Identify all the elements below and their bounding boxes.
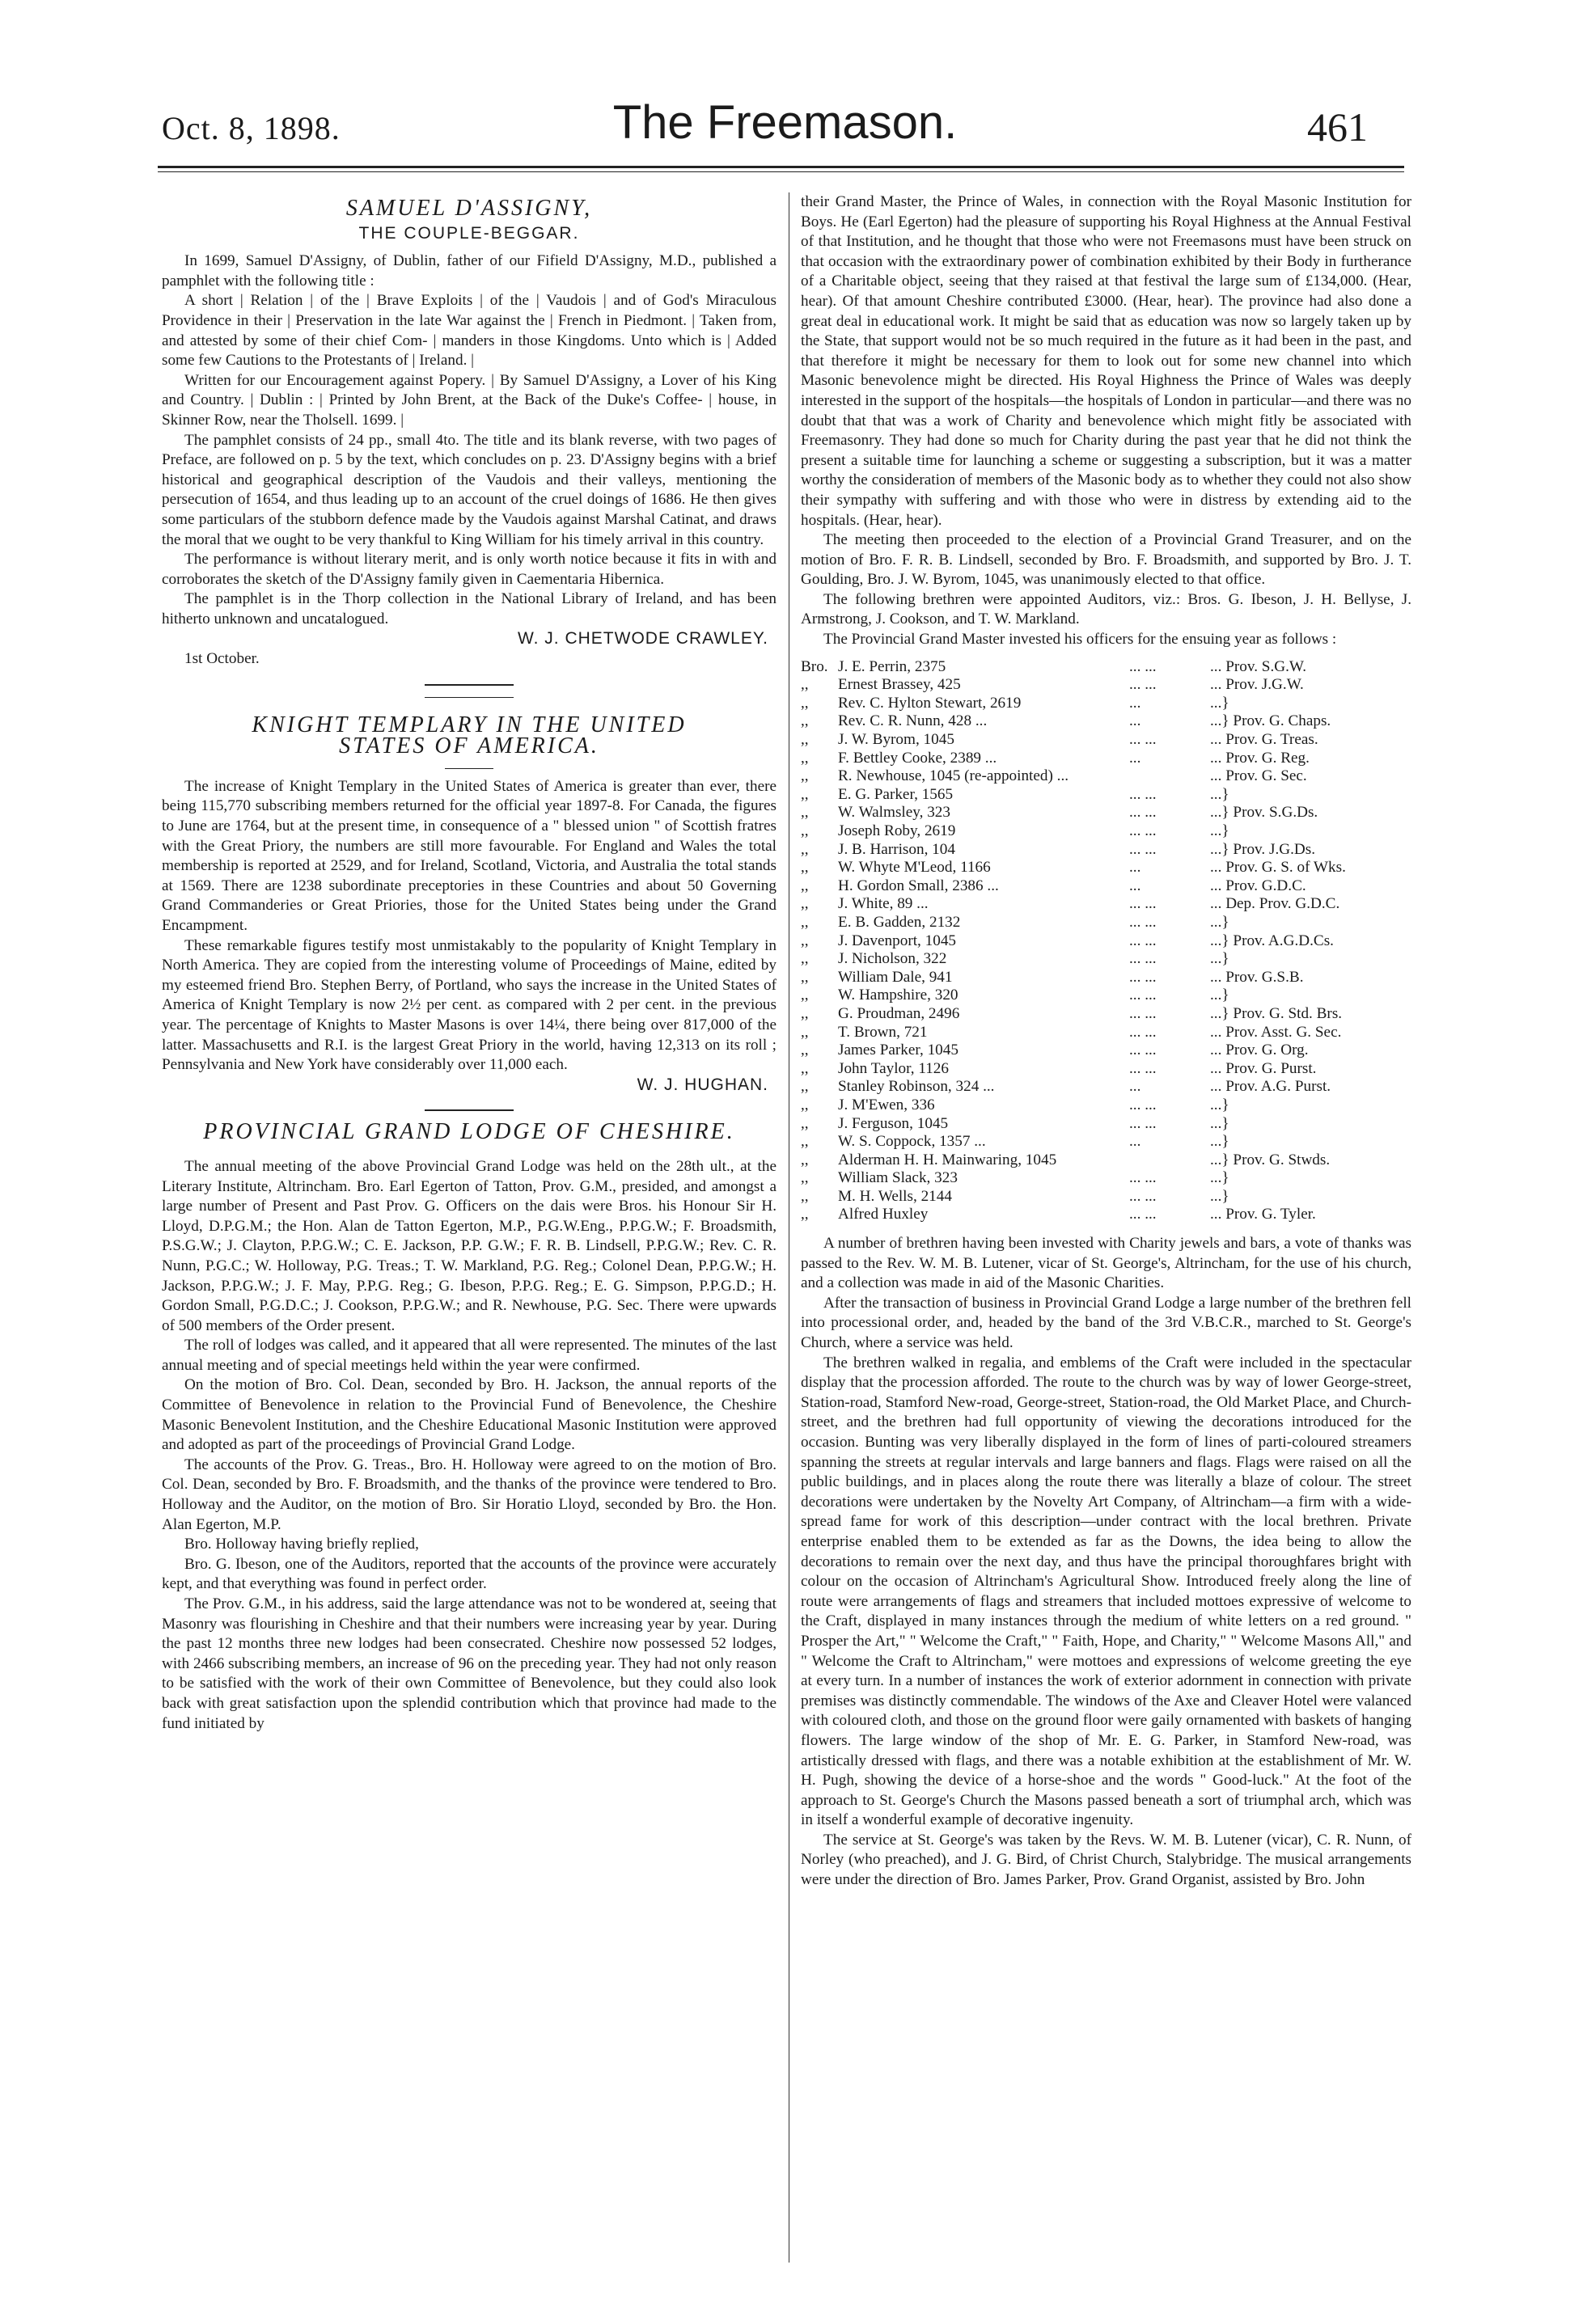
paragraph: their Grand Master, the Prince of Wales, in connection with the Royal Masonic Institution for Boys. He (Earl Egerton) had the pleasure of supporting his Royal Highness at the Annual Festival of that Institution, and he thought that those who were not Freemasons must have been struck on that occasion with the extraordinary power of combination exhibited by their Body in furtherance of a Charitable object, seeing that they raised at that festival the large sum of £134,000. (Hear, hear). Of that amount Cheshire contributed £3000. (Hear, hear). The province had also done a great deal in educational work. It might be said that as education was now so largely taken up by the State, that support would not be so much required in the future as it had been in the past, and that therefore it might be necessary for them to look out for some new channel into which Masonic benevolence might be directed. His Royal Highness the Prince of Wales was deeply interested in the support of the hospitals—the hospitals of London in particular—and there was no doubt that that was a work of Charity and benevolence which might fitly be associated with Freemasonry. They had done so much for Charity during the past year that he did not think the present a suitable time for launching a scheme or suggesting a subscription, but it was a matter worthy the consideration of members of the Masonic body as to whether they could not also show their sympathy with suffering and with those who were in distress by extending aid to the hospitals. (Hear, hear).	[801, 193, 1411, 529]
officer-row	[801, 987, 1411, 1005]
officer-dots: ...	[1129, 1133, 1141, 1151]
officer-row	[801, 841, 1411, 860]
officer-name: William Dale, 941	[838, 968, 953, 986]
officer-name: G. Proudman, 2496	[838, 1004, 960, 1022]
officer-prefix: ,,	[801, 840, 809, 858]
officer-rank: ... Prov. S.G.W.	[1210, 657, 1307, 675]
officer-rank: ...} Prov. A.G.D.Cs.	[1210, 932, 1334, 949]
masthead	[0, 0, 1570, 186]
officer-prefix: ,,	[801, 1133, 809, 1151]
officer-name: Rev. C. R. Nunn, 428 ...	[838, 712, 988, 730]
officer-name: J. M'Ewen, 336	[838, 1096, 935, 1113]
article-subtitle: THE COUPLE-BEGGAR.	[358, 223, 580, 243]
officer-name: W. Hampshire, 320	[838, 987, 959, 1004]
officer-rank: ...}	[1210, 950, 1229, 968]
officer-name: M. H. Wells, 2144	[838, 1187, 952, 1205]
masthead-rule	[158, 166, 1404, 168]
paragraph: Written for our Encouragement against Popery. | By Samuel D'Assigny, a Lover of his King and Country. | Dublin : | Printed by John Brent, at the Back of the Duke's Coffee- | house, in Skinner Row, near the Tholsell. 1699. |	[162, 371, 777, 429]
officer-row	[801, 1169, 1411, 1188]
officer-dots: ... ...	[1129, 987, 1157, 1004]
officer-row	[801, 877, 1411, 896]
officer-rank: ...} Prov. S.G.Ds.	[1210, 804, 1318, 822]
officer-prefix: ,,	[801, 877, 809, 894]
officer-rank: ...} Prov. G. Std. Brs.	[1210, 1004, 1343, 1022]
officer-name: J. Ferguson, 1045	[838, 1114, 949, 1132]
article-title: KNIGHT TEMPLARY IN THE UNITED	[252, 712, 687, 737]
dateline: 1st October.	[184, 650, 260, 668]
officer-dots: ... ...	[1129, 785, 1157, 803]
officer-rank: ... Prov. G.D.C.	[1210, 877, 1306, 894]
paragraph: The pamphlet is in the Thorp collection in the National Library of Ireland, and has been hitherto unknown and uncatalogued.	[162, 590, 777, 627]
officer-prefix: ,,	[801, 1114, 809, 1132]
officer-rank: ... Prov. G.S.B.	[1210, 968, 1304, 986]
officer-rank: ...}	[1210, 1169, 1229, 1187]
officer-name: James Parker, 1045	[838, 1042, 959, 1059]
officer-name: R. Newhouse, 1045 (re-appointed) ...	[838, 767, 1069, 785]
officer-row	[801, 1042, 1411, 1060]
article-title: SAMUEL D'ASSIGNY,	[345, 196, 593, 221]
officer-name: H. Gordon Small, 2386 ...	[838, 877, 999, 894]
officer-rank: ...}	[1210, 822, 1229, 839]
article-dassigny	[162, 196, 777, 670]
officer-rank: ... Prov. J.G.W.	[1210, 676, 1304, 694]
right-column	[801, 192, 1411, 1891]
officer-rank: ... Prov. G. S. of Wks.	[1210, 859, 1346, 877]
officer-prefix: ,,	[801, 1059, 809, 1077]
author-signature: W. J. HUGHAN.	[637, 1075, 768, 1094]
officer-prefix: ,,	[801, 1206, 809, 1223]
officer-prefix: ,,	[801, 968, 809, 986]
officer-rank: ... Dep. Prov. G.D.C.	[1210, 895, 1340, 913]
newspaper-title: The Freemason.	[612, 96, 958, 149]
officer-row	[801, 695, 1411, 713]
officer-dots: ... ...	[1129, 840, 1157, 858]
paragraph: After the transaction of business in Provincial Grand Lodge a large number of the brethren fell into processional order, and, headed by the band of the 3rd V.B.C.R., marched to St. George's Church, where a service was held.	[801, 1294, 1411, 1352]
officer-name: J. E. Perrin, 2375	[838, 657, 946, 675]
officer-row	[801, 1133, 1411, 1151]
officer-rank: ...}	[1210, 1096, 1229, 1113]
officer-dots: ...	[1129, 859, 1141, 877]
paragraph: The increase of Knight Templary in the United States of America is greater than ever, there being 115,770 subscribing members returned for the official year 1897-8. For Canada, the figures to June are 1764, but at the present time, in consequence of a " blessed union " of Scottish fratres with the Great Priory, the numbers are still more favourable. For England and Wales the total membership is reported at 2529, and for Ireland, Scotland, Victoria, and Australia the total stands at 1569. There are 1238 subordinate preceptories in these Countries and about 50 Governing Grand Commanderies or Great Priories, those for the United States being under the Grand Encampment.	[162, 777, 777, 934]
paragraph: The accounts of the Prov. G. Treas., Bro. H. Holloway were agreed to on the motion of Bro. Col. Dean, seconded by Bro. F. Broadsmith, and the thanks of the province were tendered to Bro. Holloway and the Auditor, on the motion of Bro. Sir Horatio Lloyd, seconded by Bro. the Hon. Alan Egerton, M.P.	[162, 1456, 777, 1533]
paragraph: The roll of lodges was called, and it appeared that all were represented. The minutes of the last annual meeting and of special meetings held within the year were confirmed.	[162, 1337, 777, 1374]
paragraph: These remarkable figures testify most unmistakably to the popularity of Knight Templary in North America. They are copied from the interesting volume of Proceedings of Maine, edited by my esteemed friend Bro. Stephen Berry, of Portland, who says the increase in the United States of America of Knight Templary is now 2½ per cent. as compared with 2 per cent. in the previous year. The percentage of Knights to Master Masons is over 14¼, there being over 817,000 of the latter. Massachusetts and R.I. is the largest Great Priory in the world, having 12,313 on its roll ; Pennsylvania and New York have considerably over 11,000 each.	[162, 936, 777, 1074]
officer-dots: ...	[1129, 877, 1141, 894]
paragraph: The service at St. George's was taken by the Revs. W. M. B. Lutener (vicar), C. R. Nunn, of Norley (who preached), and J. G. Bird, of Christ Church, Stalybridge. The musical arrangements were under the direction of Bro. James Parker, Prov. Grand Organist, assisted by Bro. John	[801, 1831, 1411, 1889]
officer-dots: ... ...	[1129, 1004, 1157, 1022]
officer-dots	[1129, 767, 1210, 786]
officer-dots: ... ...	[1129, 657, 1157, 675]
officer-row	[801, 1060, 1411, 1079]
officer-dots: ... ...	[1129, 804, 1157, 822]
officer-row	[801, 1188, 1411, 1206]
officer-row	[801, 914, 1411, 932]
officer-prefix: ,,	[801, 785, 809, 803]
article-knight-templary	[162, 712, 777, 1096]
officer-rank: ... Prov. Asst. G. Sec.	[1210, 1023, 1342, 1041]
masthead-rule-thin	[158, 171, 1404, 172]
officer-prefix: ,,	[801, 1151, 809, 1168]
article-cheshire	[162, 1119, 777, 1734]
title-rule	[445, 768, 493, 769]
officer-dots: ... ...	[1129, 913, 1157, 931]
paragraph: The Provincial Grand Master invested his officers for the ensuing year as follows :	[823, 631, 1337, 649]
left-column	[162, 192, 777, 1734]
officer-prefix: ,,	[801, 822, 809, 839]
officer-row	[801, 1151, 1411, 1170]
officer-row	[801, 895, 1411, 914]
officer-rank: ...}	[1210, 1114, 1229, 1132]
officer-dots: ... ...	[1129, 1042, 1157, 1059]
officer-row	[801, 1115, 1411, 1134]
officer-rank: ...} Prov. G. Chaps.	[1210, 712, 1331, 730]
officer-prefix: ,,	[801, 804, 809, 822]
officer-row	[801, 822, 1411, 841]
paragraph: On the motion of Bro. Col. Dean, seconded by Bro. H. Jackson, the annual reports of the Committee of Benevolence in relation to the Provincial Fund of Benevolence, the Cheshire Masonic Benevolent Institution, and the Cheshire Educational Masonic Institution were approved and adopted as part of the proceedings of Provincial Grand Lodge.	[162, 1376, 777, 1454]
officer-rank: ... Prov. G. Sec.	[1210, 767, 1307, 785]
officer-prefix: ,,	[801, 1169, 809, 1187]
officer-name: Ernest Brassey, 425	[838, 676, 961, 694]
officer-name: E. G. Parker, 1565	[838, 785, 954, 803]
officer-rank: ... Prov. G. Reg.	[1210, 749, 1310, 767]
officer-row	[801, 750, 1411, 768]
officer-row	[801, 786, 1411, 805]
officer-rank: ...} Prov. J.G.Ds.	[1210, 840, 1316, 858]
officer-name: J. B. Harrison, 104	[838, 840, 955, 858]
officer-prefix: ,,	[801, 1187, 809, 1205]
author-signature: W. J. CHETWODE CRAWLEY.	[517, 629, 768, 649]
officer-dots: ... ...	[1129, 1114, 1157, 1132]
officer-dots: ...	[1129, 712, 1141, 730]
officer-dots: ... ...	[1129, 1096, 1157, 1113]
officer-dots: ...	[1129, 694, 1141, 712]
officer-row	[801, 969, 1411, 987]
officer-rank: ...}	[1210, 913, 1229, 931]
officer-row	[801, 712, 1411, 731]
officer-prefix: ,,	[801, 950, 809, 968]
officer-dots: ... ...	[1129, 822, 1157, 839]
officer-dots: ... ...	[1129, 895, 1157, 913]
paragraph: The following brethren were appointed Auditors, viz.: Bros. G. Ibeson, J. H. Bellyse, J. Armstrong, J. Cookson, and T. W. Markland.	[801, 590, 1411, 628]
officer-prefix: ,,	[801, 932, 809, 949]
officer-prefix: ,,	[801, 859, 809, 877]
officer-row	[801, 676, 1411, 695]
officer-name: W. Walmsley, 323	[838, 804, 950, 822]
officer-prefix: ,,	[801, 749, 809, 767]
officer-rank: ... Prov. A.G. Purst.	[1210, 1078, 1331, 1096]
article-title: PROVINCIAL GRAND LODGE OF CHESHIRE.	[203, 1119, 735, 1145]
officer-name: W. Whyte M'Leod, 1166	[838, 859, 991, 877]
officer-row	[801, 950, 1411, 969]
officer-rank: ...} Prov. G. Stwds.	[1210, 1151, 1331, 1168]
officer-prefix: ,,	[801, 1096, 809, 1113]
officer-prefix: ,,	[801, 1004, 809, 1022]
paragraph: The brethren walked in regalia, and emblems of the Craft were included in the spectacular display that the procession afforded. The route to the church was by way of lower George-street, Station-road, Stamford New-road, George-street, Station-road, the Old Market Place, and Church-street, and the brethren had full opportunity of viewing the decorations introduced for the occasion. Bunting was very liberally displayed in the form of lines of parti-coloured streamers spanning the streets at regular intervals and large banners and flags. Flags were raised on all the public buildings, and in places along the route there was literally a blaze of colour. The street decorations were undertaken by the Novelty Art Company, of Altrincham—a firm with a wide-spread fame for work of this description—under contract with the local brethren. Private enterprise enabled them to be extended as far as the Downs, the idea being to allow the decorations to remain over the next day, and thus have the principal thoroughfares bright with colour on the occasion of Altrincham's Agricultural Show. Introduced freely along the line of route were arrangements of flags and streamers that included mottoes expressive of welcome to the Craft, displayed in many instances through the medium of white letters on a red ground. " Prosper the Art," " Welcome the Craft," " Faith, Hope, and Charity," " Welcome Masons All," and " Welcome the Craft to Altrincham," were mottoes and expressions of welcome greeting the eye at every turn. In a number of instances the work of exterior adornment in connection with private premises was distinctly commendable. The windows of the Axe and Cleaver Hotel were valanced with coloured cloth, and those on the ground floor were gaily ornamented with baskets of hanging flowers. The large window of the shop of Mr. E. G. Parker, in Stamford New-road, was artistically dressed with flags, and there was a notable exhibition at the establishment of Mr. W. H. Pugh, showing the device of a horse-shoe and the words " Good-luck." At the foot of the approach to St. George's Church the Masons passed beneath a sort of triumphal arch, which was in itself a wonderful example of decorative ingenuity.	[801, 1354, 1411, 1829]
paragraph: The annual meeting of the above Provincial Grand Lodge was held on the 28th ult., at the Literary Institute, Altrincham. Bro. Earl Egerton of Tatton, Prov. G.M., presided, and amongst a large number of Present and Past Prov. G. Officers on the dais were Bros. his Honour Sir H. Lloyd, D.P.G.M.; the Hon. Alan de Tatton Egerton, M.P., P.G.W.Eng., P.P.G.W.; F. Broadsmith, P.S.G.W.; J. Clayton, P.P.G.W.; C. E. Jackson, P.P. G.W.; F. R. B. Lindsell, P.P.G.W.; Rev. C. R. Nunn, P.G.C.; W. Holloway, P.G. Treas.; T. W. Markland, P.G. Reg.; Colonel Dean, P.P.G.W.; H. Jackson, P.P.G.W.; J. F. May, P.P.G. Reg.; G. Ibeson, P.P.G. Reg.; E. G. Simpson, P.P.G.D.; H. Gordon Small, P.G.D.C.; J. Cookson, P.P.G.W.; and R. Newhouse, P.G. Sec. There were upwards of 500 members of the Order present.	[162, 1157, 777, 1334]
officer-name: Stanley Robinson, 324 ...	[838, 1078, 995, 1096]
officer-row	[801, 1078, 1411, 1097]
officer-dots: ... ...	[1129, 1023, 1157, 1041]
officer-dots	[1129, 1151, 1210, 1170]
officer-dots: ...	[1129, 749, 1141, 767]
officer-dots: ... ...	[1129, 676, 1157, 694]
paragraph: The pamphlet consists of 24 pp., small 4to. The title and its blank reverse, with two pages of Preface, are followed on p. 5 by the text, which concludes on p. 23. D'Assigny begins with a brief historical and geographical description of the Vaudois and their valleys, mentioning the persecution of 1654, and thus leading up to an account of the cruel doings of 1686. He then gives some particulars of the stubborn defence made by the Vaudois against Marshal Catinat, and draws the moral that we ought to be very thankful to King William for his timely arrival in this country.	[162, 431, 777, 548]
officer-name: J. White, 89 ...	[838, 895, 929, 913]
officer-prefix: ,,	[801, 1078, 809, 1096]
officer-name: Joseph Roby, 2619	[838, 822, 956, 839]
officer-row	[801, 767, 1411, 786]
issue-date: Oct. 8, 1898.	[162, 110, 341, 146]
officer-dots: ... ...	[1129, 1206, 1157, 1223]
officer-prefix: ,,	[801, 1023, 809, 1041]
paragraph: In 1699, Samuel D'Assigny, of Dublin, father of our Fifield D'Assigny, M.D., published a pamphlet with the following title :	[162, 252, 777, 289]
officer-prefix: ,,	[801, 987, 809, 1004]
paragraph: A short | Relation | of the | Brave Exploits | of the | Vaudois | and of God's Miraculous Providence in their | Preservation in the late War against the | French in Piedmont. | Taken from, and attested by some of their chief Com- | manders in those Kingdoms. Unto which is | Added some few Cautions to the Protestants of | Ireland. |	[162, 292, 777, 370]
officer-row	[801, 859, 1411, 877]
officer-dots: ... ...	[1129, 731, 1157, 749]
officer-name: W. S. Coppock, 1357 ...	[838, 1133, 986, 1151]
officer-rank: ... Prov. G. Treas.	[1210, 731, 1318, 749]
officer-name: J. Nicholson, 322	[838, 950, 947, 968]
officer-rank: ...}	[1210, 694, 1229, 712]
section-rule-thin	[425, 697, 514, 698]
paragraph: The Prov. G.M., in his address, said the large attendance was not to be wondered at, seeing that Masonry was flourishing in Cheshire and that their numbers were increasing year by year. During the past 12 months three new lodges had been consecrated. Cheshire now possessed 52 lodges, with 2466 subscribing members, an increase of 96 on the preceding year. They had not only reason to be satisfied with the work of their own Committee of Benevolence, but they could also look back with great satisfaction upon the splendid contribution which that province had made to the fund initiated by	[162, 1595, 777, 1732]
officer-name: F. Bettley Cooke, 2389 ...	[838, 749, 997, 767]
officer-prefix: ,,	[801, 767, 809, 785]
officer-dots: ... ...	[1129, 1187, 1157, 1205]
officer-prefix: ,,	[801, 895, 809, 913]
officer-row	[801, 932, 1411, 951]
officer-rank: ... Prov. G. Org.	[1210, 1042, 1309, 1059]
officer-dots: ... ...	[1129, 950, 1157, 968]
officer-row	[801, 804, 1411, 822]
officer-dots: ...	[1129, 1078, 1141, 1096]
officer-dots: ... ...	[1129, 1169, 1157, 1187]
officer-name: T. Brown, 721	[838, 1023, 928, 1041]
officer-row	[801, 1097, 1411, 1115]
officer-name: William Slack, 323	[838, 1169, 958, 1187]
officer-row	[801, 731, 1411, 750]
officer-rank: ...}	[1210, 987, 1229, 1004]
officer-row	[801, 658, 1411, 677]
officers-list	[801, 658, 1411, 1224]
officer-prefix: ,,	[801, 731, 809, 749]
officer-name: Alfred Huxley	[838, 1206, 929, 1223]
page-number: 461	[1307, 104, 1368, 150]
officer-name: J. W. Byrom, 1045	[838, 731, 954, 749]
officer-rank: ...}	[1210, 1133, 1229, 1151]
paragraph: The performance is without literary merit, and is only worth notice because it fits in with and corroborates the sketch of the D'Assigny family given in Caementaria Hibernica.	[162, 551, 777, 588]
officer-prefix: ,,	[801, 913, 809, 931]
officer-rank: ...}	[1210, 785, 1229, 803]
officer-prefix: ,,	[801, 694, 809, 712]
officer-dots: ... ...	[1129, 968, 1157, 986]
officer-name: Rev. C. Hylton Stewart, 2619	[838, 694, 1022, 712]
officer-row	[801, 1024, 1411, 1042]
article-title-line2: STATES OF AMERICA.	[339, 733, 599, 759]
officer-name: E. B. Gadden, 2132	[838, 913, 961, 931]
section-rule	[425, 1109, 514, 1111]
officer-prefix: ,,	[801, 712, 809, 730]
officer-name: J. Davenport, 1045	[838, 932, 957, 949]
paragraph: A number of brethren having been invested with Charity jewels and bars, a vote of thanks was passed to the Rev. W. M. B. Lutener, vicar of St. George's, Altrincham, for the use of his church, and a collection was made in aid of the Masonic Charities.	[801, 1235, 1411, 1292]
paragraph: Bro. G. Ibeson, one of the Auditors, reported that the accounts of the province were accurately kept, and that everything was found in perfect order.	[162, 1555, 777, 1593]
officer-dots: ... ...	[1129, 1059, 1157, 1077]
officer-rank: ...}	[1210, 1187, 1229, 1205]
officer-prefix: Bro.	[801, 657, 828, 675]
officer-row	[801, 1005, 1411, 1024]
officer-name: Alderman H. H. Mainwaring, 1045	[838, 1151, 1057, 1168]
officer-rank: ... Prov. G. Purst.	[1210, 1059, 1317, 1077]
officer-dots: ... ...	[1129, 932, 1157, 949]
paragraph: Bro. Holloway having briefly replied,	[184, 1536, 419, 1553]
officer-row	[801, 1206, 1411, 1224]
officer-name: John Taylor, 1126	[838, 1059, 949, 1077]
officer-prefix: ,,	[801, 1042, 809, 1059]
officer-prefix: ,,	[801, 676, 809, 694]
paragraph: The meeting then proceeded to the election of a Provincial Grand Treasurer, and on the motion of Bro. F. R. B. Lindsell, seconded by Bro. F. Broadsmith, and supported by Bro. J. T. Goulding, Bro. J. W. Byrom, 1045, was unanimously elected to that office.	[801, 531, 1411, 589]
officer-rank: ... Prov. G. Tyler.	[1210, 1206, 1316, 1223]
section-rule	[425, 684, 514, 686]
